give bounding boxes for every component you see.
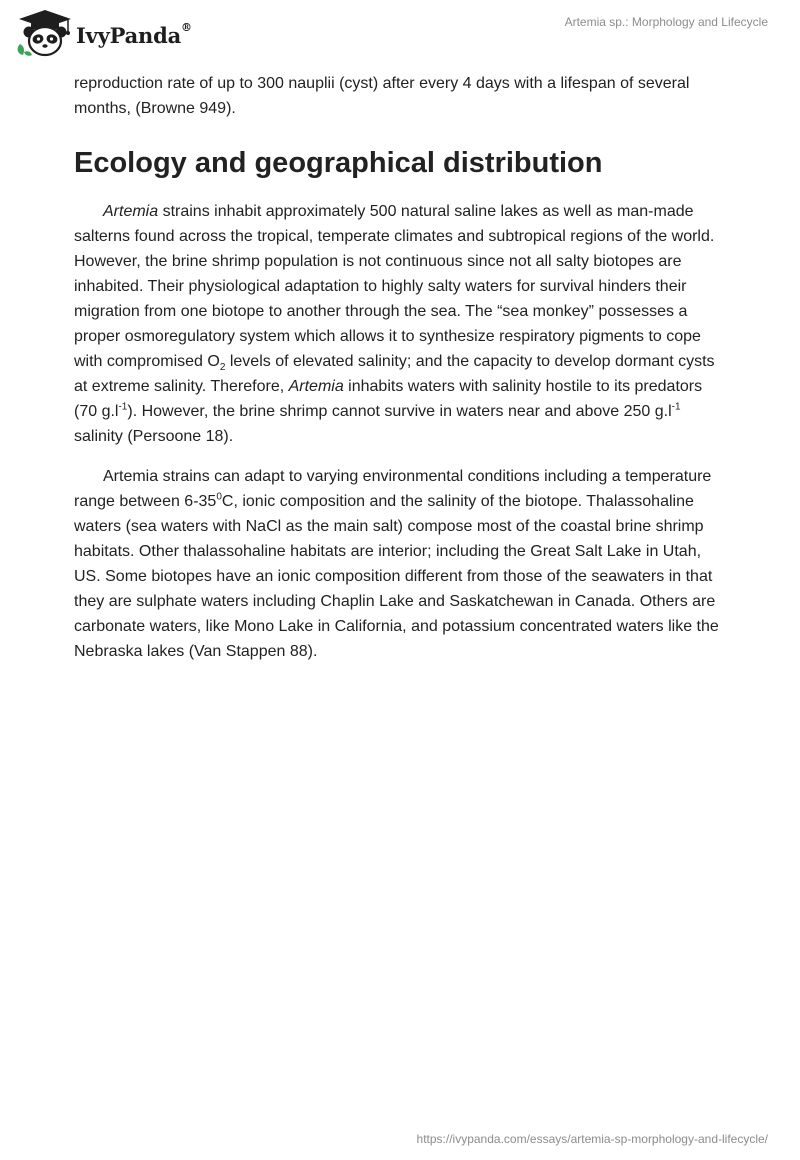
logo-wordmark: IvyPanda® bbox=[76, 20, 192, 48]
paragraph-adaptation: Artemia strains can adapt to varying environmental conditions including a temperature range between $6-35^0C$, ionic composition and the salinity of the biotope. Thalassohaline waters (sea waters with NaCl as the main salt) compose most of the coastal brine shrimp habitats. Other thalassohaline habitats are interior; including the Great Salt Lake in Utah, US. Some biotopes have an ionic composition different from those of the seawaters in that they are sulphate waters including Chaplin Lake and Saskatchewan in Canada. Others are carbonate waters, like Mono Lake in California, and potassium concentrated waters like the Nebraska lakes (Van Stappen 88). bbox=[74, 468, 719, 660]
essay-content bbox=[74, 71, 724, 664]
paragraph-continuation: reproduction rate of up to 300 nauplii (cyst) after every 4 days with a lifespan of several months, (Browne 949). bbox=[74, 75, 690, 117]
document-title: Artemia sp.: Morphology and Lifecycle bbox=[564, 15, 768, 29]
section-heading: Ecology and geographical distribution bbox=[74, 147, 603, 179]
paragraph-ecology: Artemia strains inhabit approximately 500 natural saline lakes as well as man-made salterns found across the tropical, temperate climates and subtropical regions of the world. However, the brine shrimp population is not continuous since not all salty biotopes are inhabited. Their physiological adaptation to highly salty waters for survival hinders their migration from one biotope to another through the sea. The “sea monkey” possesses a proper osmoregulatory system which allows it to synthesize respiratory pigments to cope with compromised $O_2$ levels of elevated salinity; and the capacity to develop dormant cysts at extreme salinity. Therefore, Artemia inhabits waters with salinity hostile to its predators (70 $g.l^{-1}$). However, the brine shrimp cannot survive in waters near and above 250 $g.l^{-1}$ salinity (Persoone 18). bbox=[74, 203, 715, 445]
panda-graduate-icon bbox=[14, 8, 76, 58]
page-header bbox=[0, 0, 800, 70]
source-url[interactable]: https://ivypanda.com/essays/artemia-sp-morphology-and-lifecycle/ bbox=[416, 1132, 768, 1146]
registered-mark: ® bbox=[181, 20, 192, 34]
ivypanda-logo[interactable] bbox=[14, 8, 192, 58]
